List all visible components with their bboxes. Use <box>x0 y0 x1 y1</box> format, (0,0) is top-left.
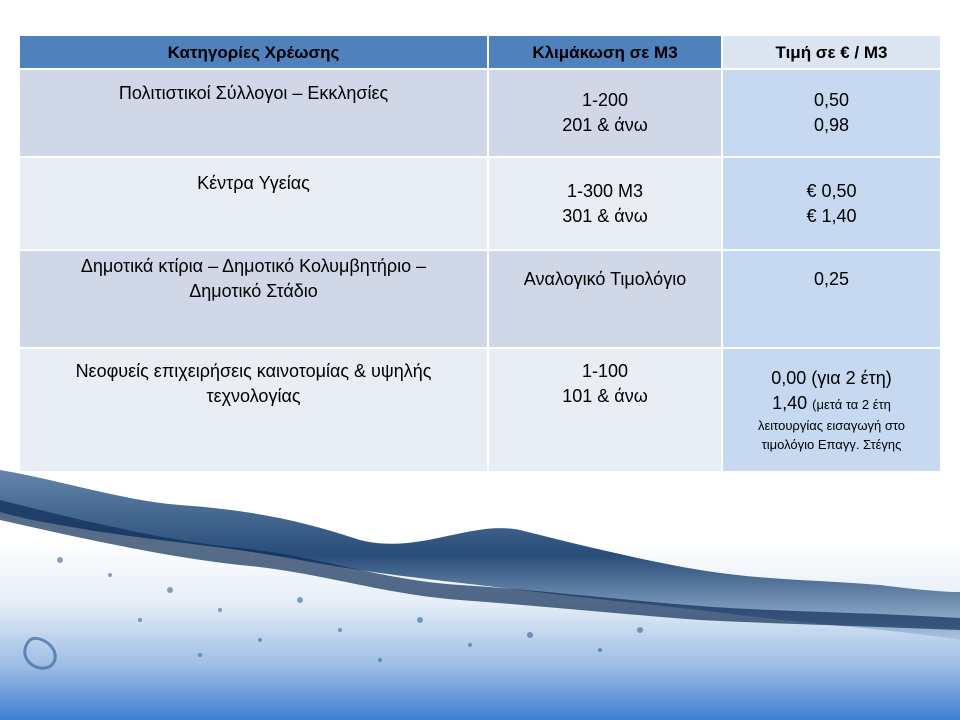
header-price: Τιμή σε € / Μ3 <box>722 36 941 69</box>
tier-text: 201 & άνω <box>562 115 648 135</box>
table-row <box>20 157 941 250</box>
table-row <box>20 250 941 348</box>
tier-text: 1-100 <box>581 361 629 381</box>
category-text: Δημοτικό Στάδιο <box>189 281 318 301</box>
price-text: 0,00 (για 2 έτη) <box>771 368 892 388</box>
tier-cell <box>488 250 722 348</box>
category-text: Νεοφυείς επιχειρήσεις καινοτομίας & υψηλής <box>75 361 432 381</box>
category-text: Πολιτιστικοί Σύλλογοι – Εκκλησίες <box>118 82 389 103</box>
table-row <box>20 348 941 472</box>
header-category: Κατηγορίες Χρέωσης <box>20 36 488 69</box>
tier-text: Αναλογικό Τιμολόγιο <box>523 268 687 289</box>
price-text: 1,40 <box>772 393 808 413</box>
category-cell <box>20 348 488 472</box>
category-text: τεχνολογίας <box>206 386 301 406</box>
table-row <box>20 69 941 157</box>
price-cell <box>722 348 941 472</box>
category-text: Κέντρα Υγείας <box>197 173 310 193</box>
price-note: λειτουργίας εισαγωγή στο <box>757 418 906 433</box>
category-cell <box>20 157 488 250</box>
category-cell <box>20 69 488 157</box>
tier-cell <box>488 348 722 472</box>
price-cell <box>722 157 941 250</box>
price-text: € 0,50 <box>806 180 857 201</box>
category-cell <box>20 250 488 348</box>
price-note: (μετά τα 2 έτη <box>812 397 891 412</box>
price-cell <box>722 250 941 348</box>
price-note: τιμολόγιο Επαγγ. Στέγης <box>761 437 902 452</box>
price-text: 0,98 <box>813 115 850 135</box>
table-header-row <box>20 36 941 69</box>
tier-text: 1-300 Μ3 <box>566 180 644 201</box>
tier-text: 101 & άνω <box>562 386 648 406</box>
header-tiers: Κλιμάκωση σε Μ3 <box>488 36 722 69</box>
tier-cell <box>488 69 722 157</box>
tier-text: 301 & άνω <box>562 205 648 226</box>
tariff-table <box>20 36 942 473</box>
price-text: € 1,40 <box>806 205 857 226</box>
category-text: Δημοτικά κτίρια – Δημοτικό Κολυμβητήριο – <box>80 256 427 276</box>
price-text: 0,50 <box>813 90 850 110</box>
price-cell <box>722 69 941 157</box>
price-text: 0,25 <box>813 268 850 289</box>
tier-text: 1-200 <box>581 90 629 110</box>
tier-cell <box>488 157 722 250</box>
